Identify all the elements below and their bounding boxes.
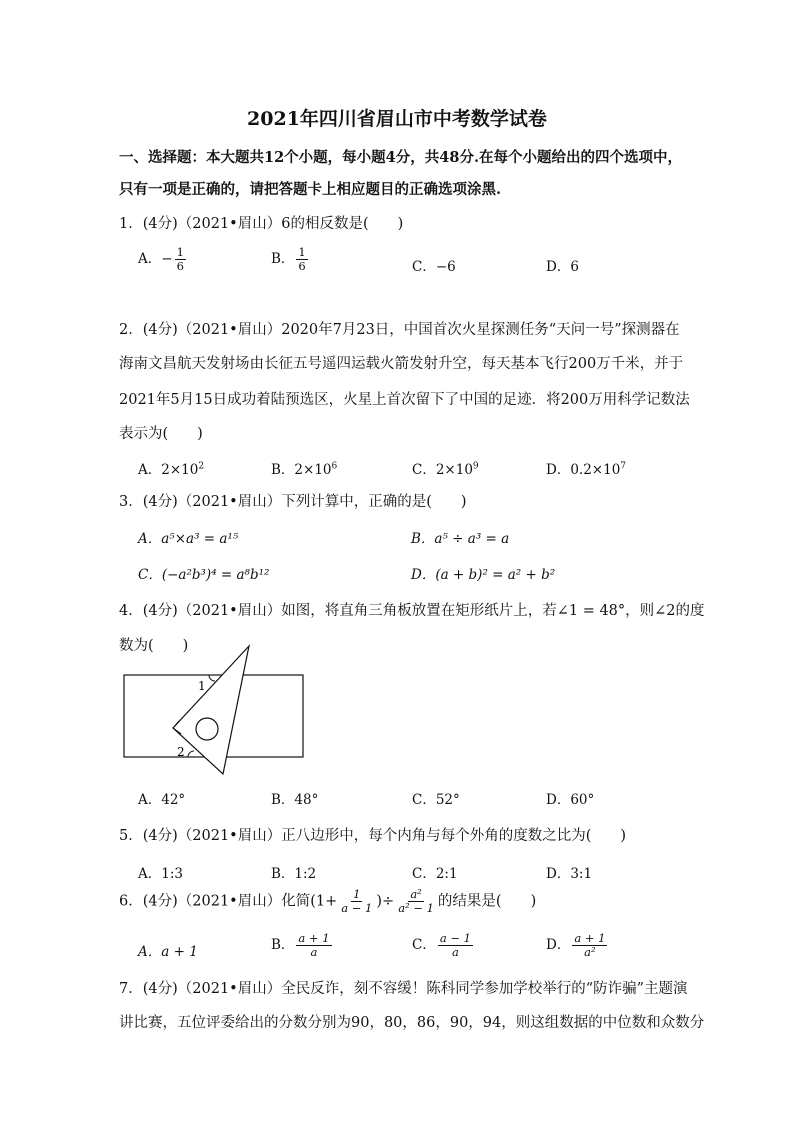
q3-option-a: A．a⁵×a³ = a¹⁵ (138, 531, 239, 547)
angle-1-arc (209, 675, 215, 681)
angle-1-label: 1 (198, 679, 206, 693)
question-7-line2: 讲比赛，五位评委给出的分数分别为90，80，86，90，94，则这组数据的中位数和众数分 (119, 1015, 705, 1031)
q5-option-c: C．2:1 (412, 866, 458, 882)
question-2-line2: 海南文昌航天发射场由长征五号遥四运载火箭发射升空，每天基本飞行200万千米，并于 (119, 356, 684, 372)
q3-option-d: D．(a + b)² = a² + b² (411, 567, 556, 583)
question-2-line3: 2021年5月15日成功着陆预选区，火星上首次留下了中国的足迹．将200万用科学记数法 (119, 392, 690, 408)
q5-option-a: A．1:3 (138, 866, 183, 882)
q4-option-b: B．48° (271, 792, 319, 808)
q5-option-d: D．3:1 (546, 866, 593, 882)
question-5-stem: 5．(4分)（2021•眉山）正八边形中，每个内角与每个外角的度数之比为( ) (119, 828, 627, 844)
q5-option-b: B．1:2 (271, 866, 317, 882)
q3-option-b: B．a⁵ ÷ a³ = a (411, 531, 510, 547)
question-7-line1: 7．(4分)（2021•眉山）全民反诈，刻不容缓！陈科同学参加学校举行的“防诈骗”主题演 (119, 981, 688, 997)
q4-option-a: A．42° (138, 792, 186, 808)
question-2-line4: 表示为( ) (119, 426, 203, 442)
section-heading-line1: 一、选择题：本大题共12个小题，每小题4分，共48分.在每个小题给出的四个选项中， (119, 149, 682, 166)
q1-option-a: A．− $\frac{1}{6}$ (138, 245, 184, 274)
geometry-figure (118, 640, 318, 780)
q1-option-b: B． $\frac{1}{6}$ (271, 245, 306, 274)
question-1-stem: 1．(4分)（2021•眉山）6的相反数是( ) (119, 216, 404, 232)
question-6-stem: 6．(4分)（2021•眉山）化简(1+ $\frac{1}{a - 1}$ )÷ $\frac{\text{a²}}{\text{a² − 1}}$ 的结果是( ) (119, 887, 537, 916)
angle-2-arc (188, 751, 194, 757)
question-3-stem: 3．(4分)（2021•眉山）下列计算中，正确的是( ) (119, 494, 467, 510)
question-2-line1: 2．(4分)（2021•眉山）2020年7月23日，中国首次火星探测任务“天问一号”探测器在 (119, 322, 680, 338)
q6-option-d: D． $\frac{a + 1}{\text{a²}}$ (546, 931, 606, 960)
q2-option-a: A．$2\times 10^2$ (138, 461, 205, 478)
q4-option-c: C．52° (412, 792, 460, 808)
q1-option-d: D．6 (546, 259, 579, 275)
section-heading-line2: 只有一项是正确的，请把答题卡上相应题目的正确选项涂黑. (119, 181, 502, 198)
q6-option-c: C． $\frac{a - 1}{a}$ (412, 931, 471, 960)
q2-option-c: C．$2\times 10^9$ (412, 461, 479, 478)
q3-option-c: C．(−a²b³)⁴ = a⁸b¹² (138, 567, 270, 583)
q6-option-b: B． $\frac{a + 1}{a}$ (271, 931, 330, 960)
q6-option-a: A．a + 1 (138, 944, 198, 960)
question-4-line2: 数为( ) (119, 638, 189, 654)
q4-option-d: D．60° (546, 792, 595, 808)
q1-option-c: C．−6 (412, 259, 456, 275)
question-4-line1: 4．(4分)（2021•眉山）如图，将直角三角板放置在矩形纸片上，若∠1 = 48°，则∠2的度 (119, 603, 705, 619)
page-title: 2021年四川省眉山市中考数学试卷 (247, 108, 547, 130)
q2-option-d: D．$0.2\times 10^7$ (546, 461, 627, 478)
q2-option-b: B．$2\times 10^6$ (271, 461, 338, 478)
angle-2-label: 2 (177, 745, 185, 759)
